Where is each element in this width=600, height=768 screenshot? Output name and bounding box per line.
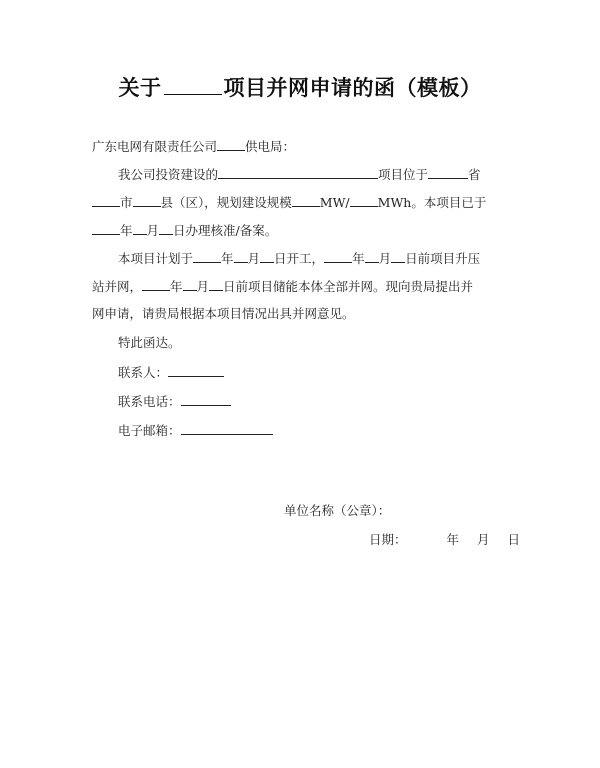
contact-person-label: 联系人： [118,365,169,380]
province-blank [428,166,468,179]
text-segment: 省 [468,167,481,182]
text-segment: 项目位于 [378,167,429,182]
closing-line [118,335,181,351]
substation-month-blank [365,250,379,263]
contact-phone-line [118,393,231,410]
start-year-blank [193,250,221,263]
text-segment: 日开工， [274,251,325,266]
para2-line2 [92,278,473,295]
approval-month-blank [133,222,147,235]
date-month: 月 [477,532,490,547]
branch-blank [217,138,245,151]
project-blank [218,166,378,179]
text-segment: 日前项目储能本体全部并网。现向贵局提出并 [223,279,474,294]
storage-day-blank [209,278,223,291]
text-segment: 日办理核准/备案。 [173,223,278,238]
project-name-blank [164,76,222,95]
date-year: 年 [446,532,460,547]
mwh-blank [350,194,378,207]
para1-line1 [118,166,481,183]
city-blank [92,194,120,207]
recipient-suffix: 供电局： [245,139,296,154]
contact-person-blank [168,364,224,377]
text-segment: 年 [352,251,365,266]
text-segment: 市 [120,195,133,210]
approval-year-blank [92,222,120,235]
substation-day-blank [391,250,405,263]
storage-year-blank [142,278,170,291]
text-segment: 月 [247,251,261,266]
text-segment: 我公司投资建设的 [118,167,219,182]
para1-line3 [92,222,277,239]
date-line [369,532,520,548]
text-segment: MW/ [319,195,350,210]
mw-blank [292,194,320,207]
email-blank [181,422,273,435]
text-segment: 年 [221,251,234,266]
closing-text: 特此函达。 [118,335,181,350]
document-title [0,72,600,102]
contact-phone-label: 联系电话： [118,394,181,409]
date-day: 日 [507,532,521,547]
approval-day-blank [159,222,173,235]
text-segment: 县（区），规划建设规模 [160,195,292,210]
text-segment: 站并网， [92,279,143,294]
recipient-company: 广东电网有限责任公司 [92,139,218,154]
email-line [118,422,273,439]
text-segment: MWh。本项目已于 [377,195,487,210]
storage-month-blank [183,278,197,291]
text-segment: 日前项目升压 [405,251,481,266]
text-segment: 本项目计划于 [118,251,194,266]
contact-phone-blank [181,393,231,406]
contact-person-line [118,364,224,381]
date-label: 日期： [369,532,407,547]
recipient-line [92,138,295,155]
unit-name-line [284,503,390,519]
start-day-blank [260,250,274,263]
text-segment: 月 [378,251,392,266]
text-segment: 年 [120,223,133,238]
text-segment: 网申请，请贵局根据本项目情况出具并网意见。 [92,306,355,321]
email-label: 电子邮箱： [118,423,181,438]
start-month-blank [234,250,248,263]
text-segment: 年 [170,279,183,294]
text-segment: 月 [146,223,160,238]
para1-line2 [92,194,486,211]
title-prefix: 关于 [118,76,162,100]
county-blank [133,194,161,207]
text-segment: 月 [196,279,210,294]
title-suffix: 项目并网申请的函（模板） [223,76,482,100]
unit-name-label: 单位名称（公章）： [284,503,391,518]
substation-year-blank [324,250,352,263]
para2-line1 [118,250,480,267]
para2-line3 [92,306,355,322]
